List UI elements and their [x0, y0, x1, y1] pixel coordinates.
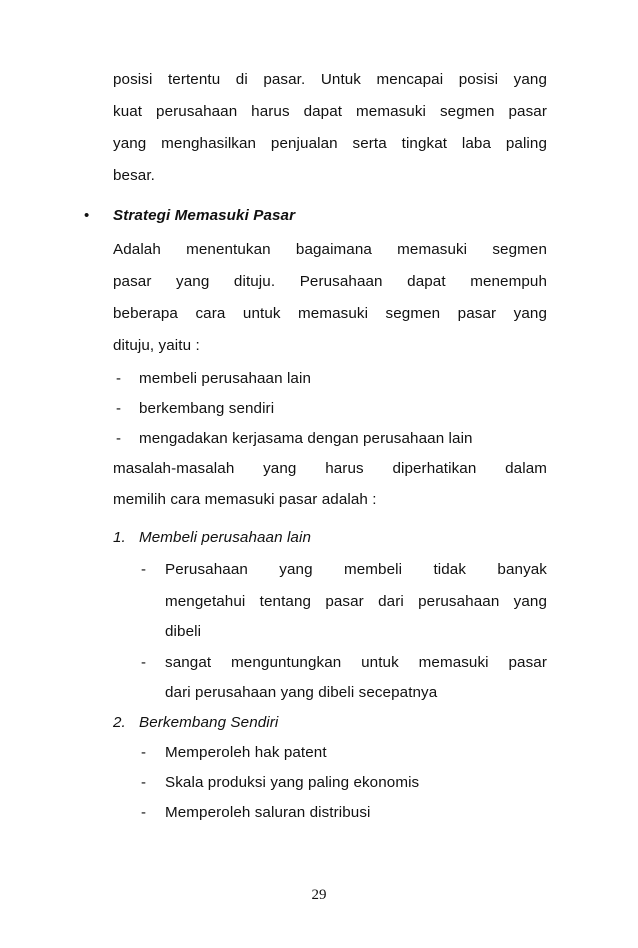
intro-line: dituju, yaitu :	[113, 337, 200, 354]
dash-marker: -	[116, 370, 121, 387]
paragraph-line: posisi tertentu di pasar. Untuk mencapai posisi yang	[113, 71, 547, 88]
bullet-icon: •	[84, 207, 90, 224]
sub-item-line: dari perusahaan yang dibeli secepatnya	[165, 684, 438, 701]
intro-line: pasar yang dituju. Perusahaan dapat menempuh	[113, 273, 547, 290]
paragraph-line: yang menghasilkan penjualan serta tingkat laba paling	[113, 135, 547, 152]
dash-marker: -	[141, 561, 146, 578]
numbered-marker: 1.	[113, 529, 126, 546]
intro-line: Adalah menentukan bagaimana memasuki segmen	[113, 241, 547, 258]
paragraph-line: besar.	[113, 167, 155, 184]
dash-marker: -	[116, 400, 121, 417]
section-heading: Strategi Memasuki Pasar	[113, 207, 296, 224]
sub-item-line: Perusahaan yang membeli tidak banyak	[165, 561, 547, 578]
sub-item-line: sangat menguntungkan untuk memasuki pasar	[165, 654, 547, 671]
sub-item-line: Skala produksi yang paling ekonomis	[165, 774, 420, 791]
option-item: berkembang sendiri	[139, 400, 275, 417]
issues-line: masalah-masalah yang harus diperhatikan dalam	[113, 460, 547, 477]
sub-item-line: Memperoleh hak patent	[165, 744, 327, 761]
dash-marker: -	[141, 774, 146, 791]
page-number: 29	[311, 887, 327, 903]
intro-line: beberapa cara untuk memasuki segmen pasar yang	[113, 305, 547, 322]
numbered-title: Membeli perusahaan lain	[139, 529, 311, 546]
sub-item-line: mengetahui tentang pasar dari perusahaan yang	[165, 593, 547, 610]
dash-marker: -	[141, 744, 146, 761]
option-item: mengadakan kerjasama dengan perusahaan lain	[139, 430, 473, 447]
option-item: membeli perusahaan lain	[139, 370, 311, 387]
paragraph-line: kuat perusahaan harus dapat memasuki segmen pasar	[113, 103, 547, 120]
dash-marker: -	[116, 430, 121, 447]
sub-item-line: Memperoleh saluran distribusi	[165, 804, 371, 821]
numbered-marker: 2.	[113, 714, 126, 731]
dash-marker: -	[141, 804, 146, 821]
sub-item-line: dibeli	[165, 623, 202, 640]
dash-marker: -	[141, 654, 146, 671]
numbered-title: Berkembang Sendiri	[139, 714, 279, 731]
issues-line: memilih cara memasuki pasar adalah :	[113, 491, 377, 508]
